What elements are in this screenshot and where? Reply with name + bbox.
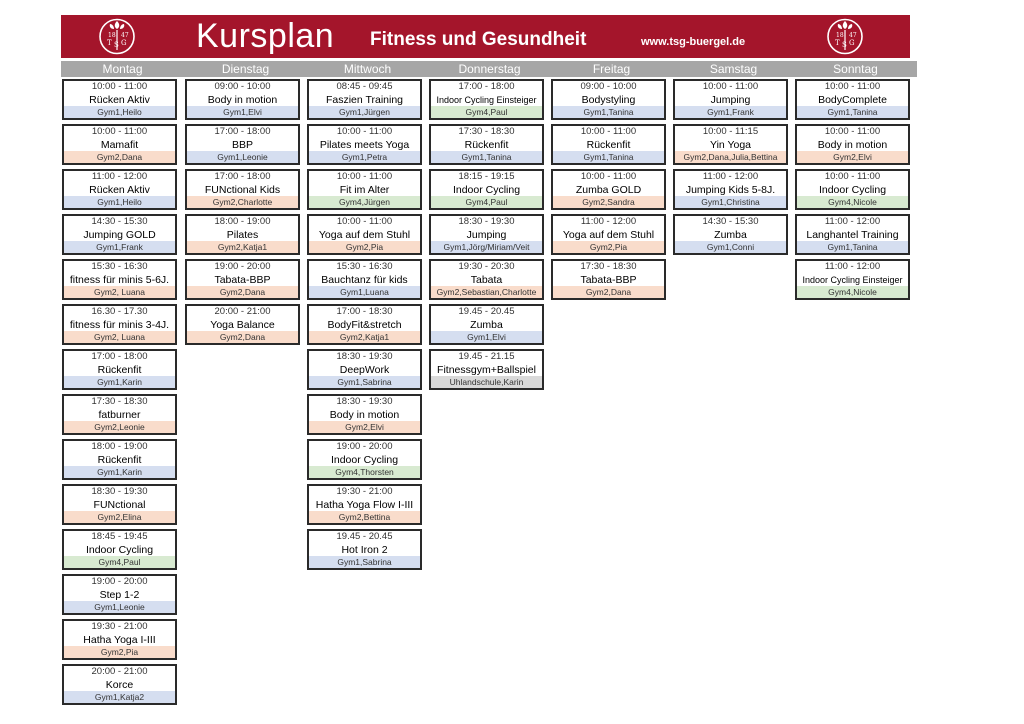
course-time: 14:30 - 15:30 — [702, 216, 759, 227]
course-location-trainer: Gym2,Pia — [309, 241, 420, 253]
course-name: Bauchtanz für kids — [321, 274, 408, 286]
course-time: 18:30 - 19:30 — [91, 486, 148, 497]
course-card — [307, 394, 422, 435]
day-header-mittwoch: Mittwoch — [306, 61, 429, 77]
course-time: 15:30 - 16:30 — [336, 261, 393, 272]
header-banner — [61, 15, 910, 58]
course-card — [429, 259, 544, 300]
course-name: Indoor Cycling — [452, 184, 521, 196]
course-time: 10:00 - 11:00 — [91, 126, 148, 137]
course-name: fitness für minis 5-6J. — [69, 274, 170, 286]
course-time: 18:45 - 19:45 — [91, 531, 148, 542]
course-time: 09:00 - 10:00 — [580, 81, 637, 92]
course-card — [551, 169, 666, 210]
course-location-trainer: Gym4,Paul — [431, 106, 542, 118]
course-location-trainer: Gym1,Christina — [675, 196, 786, 208]
course-name: BodyFit&stretch — [327, 319, 402, 331]
course-card — [673, 124, 788, 165]
course-card — [429, 349, 544, 390]
course-location-trainer: Gym4,Jürgen — [309, 196, 420, 208]
crest-year-2: 47 — [121, 32, 129, 39]
course-location-trainer: Gym2,Dana — [553, 286, 664, 298]
course-time: 18:15 - 19:15 — [458, 171, 515, 182]
course-name: Indoor Cycling Einsteiger — [436, 95, 537, 105]
course-name: Yin Yoga — [709, 139, 752, 151]
course-time: 17:30 - 18:30 — [580, 261, 637, 272]
crest-letter-g: G — [849, 39, 855, 47]
course-name: Indoor Cycling — [818, 184, 887, 196]
course-card — [673, 169, 788, 210]
course-card — [62, 169, 177, 210]
course-name: Fitnessgym+Ballspiel — [437, 364, 536, 376]
course-location-trainer: Gym2,Charlotte — [187, 196, 298, 208]
course-time: 10:00 - 11:00 — [702, 81, 759, 92]
course-time: 08:45 - 09:45 — [336, 81, 393, 92]
course-name: Tabata-BBP — [214, 274, 271, 286]
course-location-trainer: Gym1,Frank — [64, 241, 175, 253]
course-location-trainer: Gym1,Luana — [309, 286, 420, 298]
course-card — [62, 439, 177, 480]
course-name: DeepWork — [339, 364, 390, 376]
course-location-trainer: Gym4,Paul — [431, 196, 542, 208]
club-crest-icon — [99, 18, 135, 55]
course-time: 17:30 - 18:30 — [458, 126, 515, 137]
course-card — [62, 394, 177, 435]
course-location-trainer: Gym2,Dana,Julia,Bettina — [675, 151, 786, 163]
course-name: Rückenfit — [586, 139, 631, 151]
day-header-montag: Montag — [61, 61, 184, 77]
course-time: 14:30 - 15:30 — [91, 216, 148, 227]
course-card — [795, 124, 910, 165]
course-location-trainer: Gym2,Dana — [64, 151, 175, 163]
course-time: 17:00 - 18:30 — [336, 306, 393, 317]
page-subtitle: Fitness und Gesundheit — [370, 29, 587, 50]
course-name: Body in motion — [817, 139, 888, 151]
course-time: 11:00 - 12:00 — [91, 171, 148, 182]
course-time: 09:00 - 10:00 — [214, 81, 271, 92]
course-time: 17:00 - 18:00 — [214, 126, 271, 137]
course-time: 16.30 - 17.30 — [91, 306, 148, 317]
page-title: Kursplan — [196, 17, 335, 55]
crest-year-1: 18 — [108, 32, 116, 39]
course-card — [185, 124, 300, 165]
course-time: 11:00 - 12:00 — [824, 216, 881, 227]
day-header-freitag: Freitag — [550, 61, 673, 77]
course-name: Jumping Kids 5-8J. — [685, 184, 776, 196]
course-time: 19.45 - 21.15 — [458, 351, 515, 362]
course-location-trainer: Gym4,Nicole — [797, 196, 908, 208]
course-time: 20:00 - 21:00 — [214, 306, 271, 317]
course-card — [429, 124, 544, 165]
course-card — [62, 529, 177, 570]
crest-letter-s: S — [842, 41, 847, 49]
course-time: 10:00 - 11:00 — [580, 171, 637, 182]
course-location-trainer: Uhlandschule,Karin — [431, 376, 542, 388]
crest-year-2: 47 — [849, 32, 857, 39]
course-name: fatburner — [98, 409, 141, 421]
course-name: Body in motion — [207, 94, 278, 106]
course-name: Tabata-BBP — [580, 274, 637, 286]
course-location-trainer: Gym2,Pia — [64, 646, 175, 658]
course-card — [429, 169, 544, 210]
course-card — [62, 349, 177, 390]
course-name: Rücken Aktiv — [89, 94, 150, 106]
course-time: 10:00 - 11:00 — [91, 81, 148, 92]
course-location-trainer: Gym1,Heilo — [64, 106, 175, 118]
course-location-trainer: Gym1,Tanina — [553, 106, 664, 118]
course-time: 19.45 - 20.45 — [336, 531, 393, 542]
course-time: 18:30 - 19:30 — [336, 396, 393, 407]
course-time: 17:30 - 18:30 — [91, 396, 148, 407]
course-location-trainer: Gym1,Jürgen — [309, 106, 420, 118]
course-time: 17:00 - 18:00 — [458, 81, 515, 92]
course-card — [307, 529, 422, 570]
course-location-trainer: Gym4,Thorsten — [309, 466, 420, 478]
course-name: Yoga auf dem Stuhl — [318, 229, 411, 241]
course-location-trainer: Gym1,Elvi — [431, 331, 542, 343]
course-card — [795, 169, 910, 210]
course-name: Faszien Training — [325, 94, 404, 106]
course-time: 20:00 - 21:00 — [91, 666, 148, 677]
course-location-trainer: Gym1,Karin — [64, 466, 175, 478]
course-location-trainer: Gym2,Elina — [64, 511, 175, 523]
course-card — [62, 664, 177, 705]
course-location-trainer: Gym2,Pia — [553, 241, 664, 253]
course-name: Zumba — [714, 229, 747, 241]
course-name: FUNctional — [93, 499, 146, 511]
crest-letter-g: G — [121, 39, 127, 47]
course-name: Zumba — [470, 319, 503, 331]
course-card — [795, 214, 910, 255]
course-location-trainer: Gym1,Frank — [675, 106, 786, 118]
course-card — [62, 124, 177, 165]
course-name: fitness für minis 3-4J. — [69, 319, 170, 331]
course-name: Langhantel Training — [806, 229, 899, 241]
course-location-trainer: Gym1,Petra — [309, 151, 420, 163]
course-card — [62, 214, 177, 255]
course-location-trainer: Gym1,Leonie — [187, 151, 298, 163]
course-card — [551, 124, 666, 165]
course-card — [673, 79, 788, 120]
course-card — [307, 304, 422, 345]
course-time: 18:00 - 19:00 — [214, 216, 271, 227]
course-card — [307, 259, 422, 300]
course-name: Indoor Cycling — [85, 544, 154, 556]
course-location-trainer: Gym1,Tanina — [553, 151, 664, 163]
course-location-trainer: Gym2,Sebastian,Charlotte — [431, 286, 542, 298]
course-location-trainer: Gym1,Elvi — [187, 106, 298, 118]
course-card — [795, 259, 910, 300]
course-location-trainer: Gym2, Luana — [64, 331, 175, 343]
course-name: Rückenfit — [97, 364, 142, 376]
course-card — [429, 214, 544, 255]
day-header-donnerstag: Donnerstag — [428, 61, 551, 77]
course-location-trainer: Gym1,Tanina — [797, 106, 908, 118]
course-time: 19:30 - 20:30 — [458, 261, 515, 272]
course-location-trainer: Gym2,Leonie — [64, 421, 175, 433]
course-name: BodyComplete — [818, 94, 887, 106]
course-time: 10:00 - 11:00 — [336, 171, 393, 182]
course-location-trainer: Gym2, Luana — [64, 286, 175, 298]
course-card — [307, 349, 422, 390]
course-time: 19:00 - 20:00 — [336, 441, 393, 452]
course-name: Mamafit — [100, 139, 139, 151]
course-name: Korce — [105, 679, 134, 691]
course-name: BBP — [231, 139, 253, 151]
course-card — [185, 214, 300, 255]
crest-letter-t: T — [107, 39, 112, 47]
course-card — [62, 574, 177, 615]
course-location-trainer: Gym1,Katja2 — [64, 691, 175, 703]
website-url: www.tsg-buergel.de — [641, 36, 746, 48]
course-name: Jumping — [466, 229, 507, 241]
course-card — [307, 214, 422, 255]
course-card — [62, 484, 177, 525]
course-card — [62, 259, 177, 300]
course-card — [307, 169, 422, 210]
course-time: 10:00 - 11:00 — [824, 126, 881, 137]
course-card — [795, 79, 910, 120]
course-location-trainer: Gym2,Dana — [187, 331, 298, 343]
course-location-trainer: Gym1,Heilo — [64, 196, 175, 208]
course-name: Hatha Yoga Flow I-III — [315, 499, 414, 511]
course-name: Fit im Alter — [339, 184, 390, 196]
course-card — [429, 79, 544, 120]
course-name: Yoga auf dem Stuhl — [562, 229, 655, 241]
course-location-trainer: Gym1,Leonie — [64, 601, 175, 613]
course-time: 15:30 - 16:30 — [91, 261, 148, 272]
course-time: 19:30 - 21:00 — [91, 621, 148, 632]
course-name: Bodystyling — [581, 94, 636, 106]
course-time: 19:00 - 20:00 — [214, 261, 271, 272]
course-card — [551, 79, 666, 120]
course-time: 17:00 - 18:00 — [214, 171, 271, 182]
course-name: Jumping GOLD — [83, 229, 156, 241]
course-card — [429, 304, 544, 345]
course-time: 18:30 - 19:30 — [458, 216, 515, 227]
course-name: Yoga Balance — [210, 319, 275, 331]
course-time: 10:00 - 11:00 — [580, 126, 637, 137]
course-location-trainer: Gym4,Paul — [64, 556, 175, 568]
course-location-trainer: Gym1,Karin — [64, 376, 175, 388]
course-name: Jumping — [710, 94, 751, 106]
course-name: Body in motion — [329, 409, 400, 421]
course-name: Tabata — [470, 274, 503, 286]
course-location-trainer: Gym4,Nicole — [797, 286, 908, 298]
course-location-trainer: Gym1,Tanina — [797, 241, 908, 253]
course-card — [62, 304, 177, 345]
course-time: 19:30 - 21:00 — [336, 486, 393, 497]
crest-letter-t: T — [835, 39, 840, 47]
course-card — [185, 169, 300, 210]
course-card — [551, 259, 666, 300]
course-name: Hatha Yoga I-III — [83, 634, 156, 646]
course-name: Zumba GOLD — [575, 184, 642, 196]
course-time: 11:00 - 12:00 — [824, 261, 881, 272]
course-card — [62, 619, 177, 660]
course-time: 10:00 - 11:00 — [336, 216, 393, 227]
course-card — [185, 304, 300, 345]
course-name: Pilates meets Yoga — [319, 139, 410, 151]
course-location-trainer: Gym2,Katja1 — [187, 241, 298, 253]
course-name: Hot Iron 2 — [341, 544, 388, 556]
course-card — [185, 259, 300, 300]
course-location-trainer: Gym2,Sandra — [553, 196, 664, 208]
course-location-trainer: Gym2,Bettina — [309, 511, 420, 523]
day-header-dienstag: Dienstag — [184, 61, 307, 77]
course-name: Rücken Aktiv — [89, 184, 150, 196]
course-name: Pilates — [226, 229, 259, 241]
course-name: FUNctional Kids — [204, 184, 281, 196]
crest-year-1: 18 — [836, 32, 844, 39]
club-crest-icon — [827, 18, 863, 55]
course-location-trainer: Gym1,Jörg/Miriam/Veit — [431, 241, 542, 253]
course-time: 10:00 - 11:00 — [824, 171, 881, 182]
course-time: 18:00 - 19:00 — [91, 441, 148, 452]
course-card — [551, 214, 666, 255]
course-card — [62, 79, 177, 120]
course-location-trainer: Gym2,Elvi — [797, 151, 908, 163]
course-location-trainer: Gym1,Sabrina — [309, 556, 420, 568]
crest-letter-s: S — [114, 41, 119, 49]
day-header-samstag: Samstag — [672, 61, 795, 77]
course-location-trainer: Gym2,Elvi — [309, 421, 420, 433]
course-time: 19:00 - 20:00 — [91, 576, 148, 587]
course-card — [307, 439, 422, 480]
course-name: Rückenfit — [464, 139, 509, 151]
course-location-trainer: Gym1,Conni — [675, 241, 786, 253]
course-time: 19.45 - 20.45 — [458, 306, 515, 317]
course-card — [307, 124, 422, 165]
day-header-sonntag: Sonntag — [794, 61, 917, 77]
course-time: 17:00 - 18:00 — [91, 351, 148, 362]
course-time: 10:00 - 11:00 — [336, 126, 393, 137]
course-location-trainer: Gym2,Katja1 — [309, 331, 420, 343]
course-card — [673, 214, 788, 255]
course-card — [185, 79, 300, 120]
course-time: 10:00 - 11:15 — [702, 126, 759, 137]
course-time: 11:00 - 12:00 — [702, 171, 759, 182]
course-time: 10:00 - 11:00 — [824, 81, 881, 92]
course-location-trainer: Gym1,Tanina — [431, 151, 542, 163]
course-card — [307, 484, 422, 525]
course-name: Indoor Cycling — [330, 454, 399, 466]
course-name: Step 1-2 — [99, 589, 140, 601]
course-name: Rückenfit — [97, 454, 142, 466]
course-time: 18:30 - 19:30 — [336, 351, 393, 362]
course-time: 11:00 - 12:00 — [580, 216, 637, 227]
course-location-trainer: Gym1,Sabrina — [309, 376, 420, 388]
course-location-trainer: Gym2,Dana — [187, 286, 298, 298]
course-card — [307, 79, 422, 120]
course-name: Indoor Cycling Einsteiger — [802, 275, 903, 285]
